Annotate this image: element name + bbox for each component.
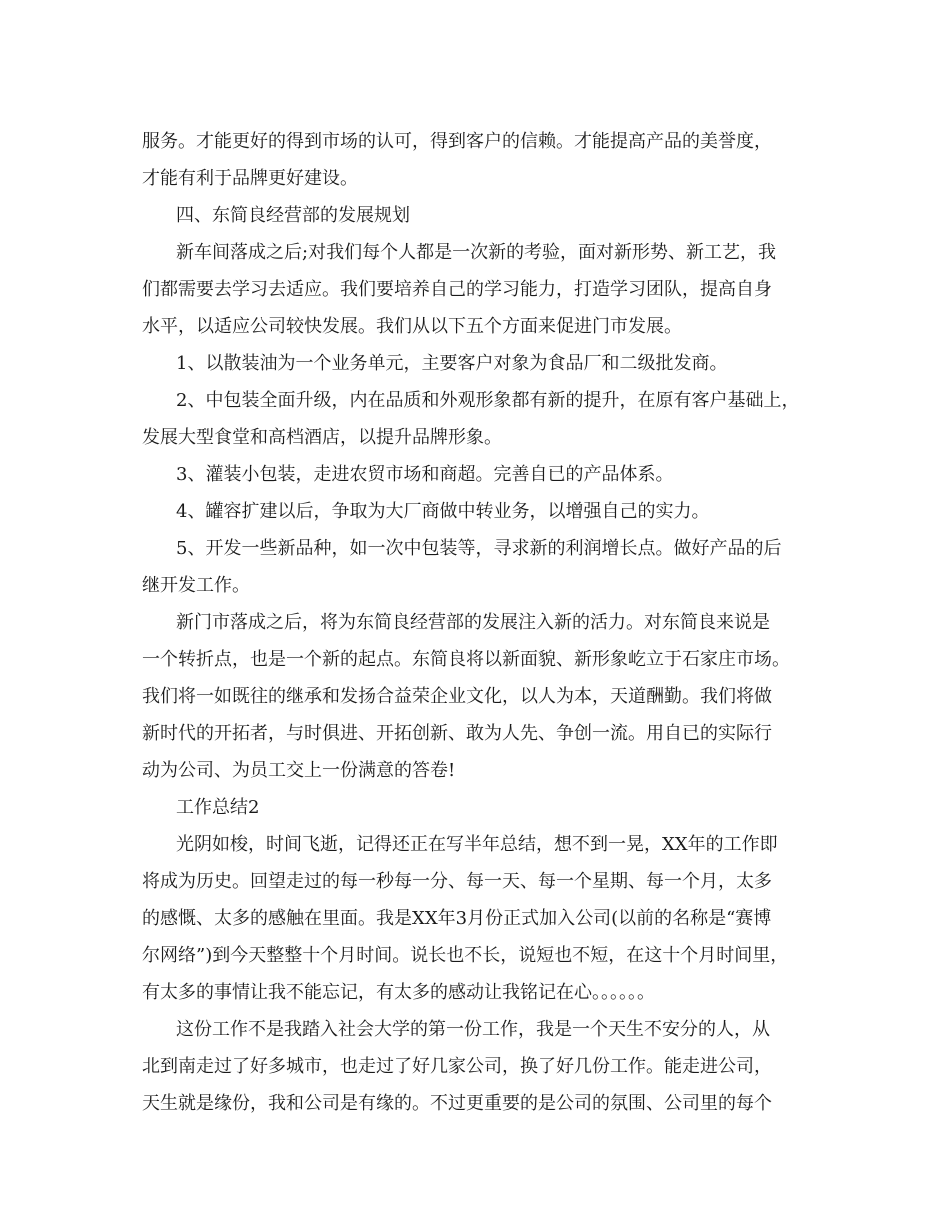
text-line: 发展大型食堂和高档酒店，以提升品牌形象。 [142,427,502,448]
list-item: 2、中包装全面升级，内在品质和外观形象都有新的提升，在原有客户基础上， [176,390,800,411]
list-item: 5、开发一些新品种，如一次中包装等，寻求新的利润增长点。做好产品的后 [176,538,782,559]
section-heading: 工作总结2 [176,797,260,818]
text-line: 将成为历史。回望走过的每一秒每一分、每一天、每一个星期、每一个月，太多 [142,871,772,892]
text-line: 光阴如梭，时间飞逝，记得还正在写半年总结，想不到一晃，XX年的工作即 [176,834,778,855]
text-line: 有太多的事情让我不能忘记，有太多的感动让我铭记在心。。。。。。 [142,982,655,1003]
text-line: 新门市落成之后，将为东简良经营部的发展注入新的活力。对东简良来说是 [176,612,770,633]
list-item: 1、以散装油为一个业务单元，主要客户对象为食品厂和二级批发商。 [176,353,728,374]
section-heading: 四、东简良经营部的发展规划 [176,205,410,226]
text-line: 这份工作不是我踏入社会大学的第一份工作，我是一个天生不安分的人，从 [176,1019,770,1040]
text-line: 天生就是缘份，我和公司是有缘的。不过更重要的是公司的氛围、公司里的每个 [142,1093,772,1114]
text-line: 服务。才能更好的得到市场的认可，得到客户的信赖。才能提高产品的美誉度， [142,131,772,152]
text-line: 一个转折点，也是一个新的起点。东简良将以新面貌、新形象屹立于石家庄市场。 [142,649,790,670]
text-line: 新车间落成之后;对我们每个人都是一次新的考验，面对新形势、新工艺，我 [176,242,777,263]
text-line: 们都需要去学习去适应。我们要培养自己的学习能力，打造学习团队，提高自身 [142,279,772,300]
text-line: 我们将一如既往的继承和发扬合益荣企业文化，以人为本，天道酬勤。我们将做 [142,686,772,707]
text-line: 才能有利于品牌更好建设。 [142,168,358,189]
text-line: 水平，以适应公司较快发展。我们从以下五个方面来促进门市发展。 [142,316,682,337]
text-line: 尔网络”)到今天整整十个月时间。说长也不长，说短也不短，在这十个月时间里， [142,945,789,966]
text-line: 继开发工作。 [142,575,250,596]
list-item: 4、罐容扩建以后，争取为大厂商做中转业务，以增强自己的实力。 [176,501,710,522]
text-line: 北到南走过了好多城市，也走过了好几家公司，换了好几份工作。能走进公司， [142,1056,772,1077]
text-line: 新时代的开拓者，与时俱进、开拓创新、敢为人先、争创一流。用自已的实际行 [142,723,772,744]
list-item: 3、灌装小包装，走进农贸市场和商超。完善自已的产品体系。 [176,464,674,485]
text-line: 动为公司、为员工交上一份满意的答卷! [142,760,456,781]
text-line: 的感慨、太多的感触在里面。我是XX年3月份正式加入公司(以前的名称是“赛博 [142,908,772,929]
